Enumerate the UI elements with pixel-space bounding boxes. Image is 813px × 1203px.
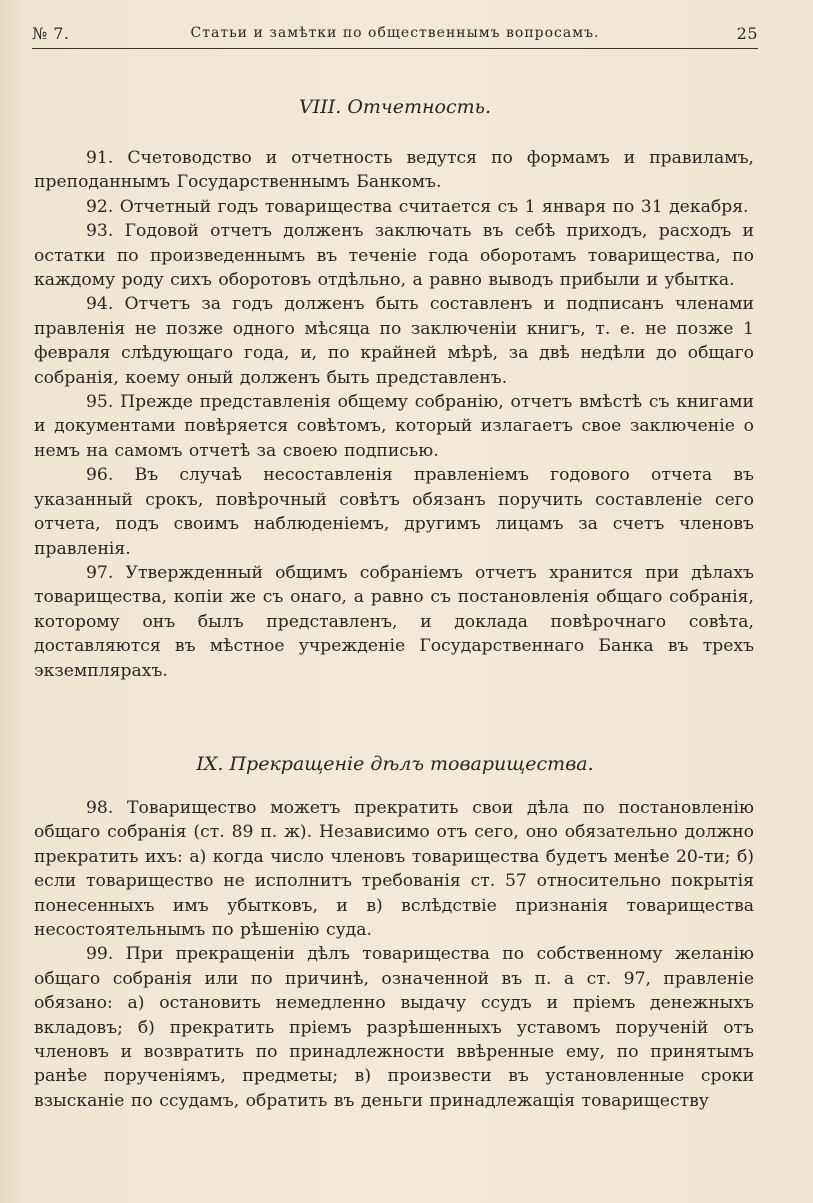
paragraph: 95. Прежде представленія общему собранію, отчетъ вмѣстѣ съ книгами и документами повѣряется совѣтомъ, который излагаетъ свое заключеніе о немъ на самомъ отчетѣ за своею подписью. <box>34 392 754 461</box>
section-heading: VIII. Отчетность. <box>299 96 491 118</box>
paragraph: 99. При прекращеніи дѣлъ товарищества по собственному желанію общаго собранія или по причинѣ, означенной въ п. а ст. 97, правленіе обязано: а) остановить немедленно выдачу ссудъ и пріемъ денежныхъ вкладовъ; б) прекратить пріемъ разрѣшенныхъ уставомъ порученій отъ членовъ и возвратить по принадлежности ввѣренные ему, по принятымъ ранѣе порученіямъ, предметы; в) произвести въ установленные сроки взысканіе по ссудамъ, обратить въ деньги принадлежащія товариществу <box>34 944 754 1111</box>
issue-number: № 7. <box>32 24 70 43</box>
paragraph: 97. Утвержденный общимъ собраніемъ отчетъ хранится при дѣлахъ товарищества, копіи же съ онаго, а равно съ постановленія общаго собранія, которому онъ былъ представленъ, и доклада повѣрочнаго совѣта, доставляются въ мѣстное учрежденіе Государственнаго Банка въ трехъ экземплярахъ. <box>34 562 754 681</box>
paragraph: 93. Годовой отчетъ долженъ заключать въ себѣ приходъ, расходъ и остатки по произведеннымъ въ теченіе года оборотамъ товарищества, по каждому роду сихъ оборотовъ отдѣльно, а равно выводъ прибыли и убытка. <box>34 221 754 291</box>
page-number: 25 <box>736 24 758 43</box>
running-title: Статьи и замѣтки по общественнымъ вопросамъ. <box>190 25 600 41</box>
section-body <box>34 796 754 1113</box>
section-body <box>34 146 754 683</box>
paragraph: 98. Товарищество можетъ прекратить свои дѣла по постановленію общаго собранія (ст. 89 п. ж). Независимо отъ сего, оно обязательно должно прекратить ихъ: а) когда число членовъ товарищества будетъ менѣе 20-ти; б) если товарищество не исполнитъ требованія ст. 57 относительно покрытія понесенныхъ имъ убытковъ, и в) вслѣдствіе признанія товарищества несостоятельнымъ по рѣшенію суда. <box>34 798 754 941</box>
section-heading: IX. Прекращеніе дѣлъ товарищества. <box>196 753 594 775</box>
paragraph: 92. Отчетный годъ товарищества считается съ 1 января по 31 декабря. <box>86 196 749 217</box>
paragraph: 94. Отчетъ за годъ долженъ быть составленъ и подписанъ членами правленія не позже одного мѣсяца по заключеніи книгъ, т. е. не позже 1 февраля слѣдующаго года, и, по крайней мѣрѣ, за двѣ недѣли до общаго собранія, коему оный долженъ быть представленъ. <box>34 294 754 388</box>
paragraph: 91. Счетоводство и отчетность ведутся по формамъ и правиламъ, преподаннымъ Государственнымъ Банкомъ. <box>34 148 754 193</box>
running-header <box>32 22 758 49</box>
paragraph: 96. Въ случаѣ несоставленія правленіемъ годового отчета въ указанный срокъ, повѣрочный совѣтъ обязанъ поручить составленіе сего отчета, подъ своимъ наблюденіемъ, другимъ лицамъ за счетъ членовъ правленія. <box>34 465 754 559</box>
